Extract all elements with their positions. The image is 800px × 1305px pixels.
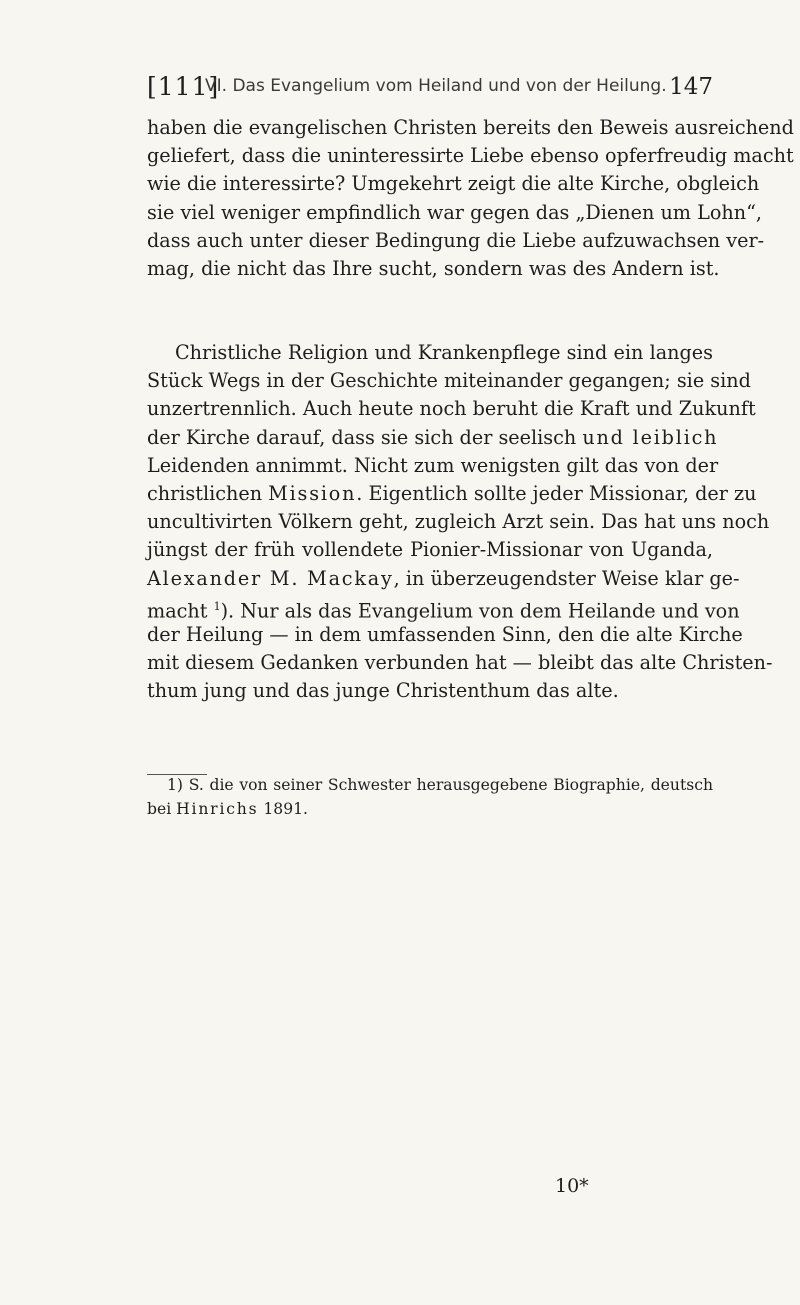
footnote-line: 1) S. die von seiner Schwester herausgegebene Biographie, deutsch	[167, 776, 713, 794]
text-line: dass auch unter dieser Bedingung die Liebe aufzuwachsen ver-	[147, 228, 765, 252]
text-line: jüngst der früh vollendete Pionier-Missionar von Uganda,	[147, 538, 713, 562]
footnote-marker: 1	[213, 599, 221, 613]
emphasis-text: Hinrichs	[176, 800, 259, 818]
text-line	[147, 593, 740, 623]
text-line: haben die evangelischen Christen bereits den Beweis ausreichend	[147, 116, 794, 139]
text-line: thum jung und das junge Christenthum das alte.	[147, 679, 619, 703]
text-run: , in überzeugendster Weise klar ge-	[393, 566, 740, 590]
text-line: wie die interessirte? Umgekehrt zeigt die alte Kirche, obgleich	[147, 172, 760, 196]
header-reference: [111]	[147, 72, 220, 101]
text-line: unzertrennlich. Auch heute noch beruht die Kraft und Zukunft	[147, 397, 756, 421]
text-run: der Kirche darauf, dass sie sich der seelisch	[147, 425, 583, 449]
header-title: VI. Das Evangelium vom Heiland und von der Heilung.	[205, 76, 667, 96]
text-run: christlichen	[147, 481, 269, 505]
text-line: Stück Wegs in der Geschichte miteinander gegangen; sie sind	[147, 369, 751, 393]
text-run: 1891.	[258, 800, 309, 818]
text-line: sie viel weniger empfindlich war gegen das „Dienen um Lohn“,	[147, 200, 763, 224]
text-line	[147, 480, 757, 508]
text-line: Christliche Religion und Krankenpflege sind ein langes	[175, 341, 713, 364]
text-run: macht	[147, 599, 214, 623]
emphasis-text: Alexander M. Mackay	[147, 566, 394, 590]
text-line: der Heilung — in dem umfassenden Sinn, den die alte Kirche	[147, 622, 743, 646]
text-line: uncultivirten Völkern geht, zugleich Arzt sein. Das hat uns noch	[147, 510, 770, 534]
page-number: 147	[669, 74, 713, 100]
text-run: ). Nur als das Evangelium von dem Heilande und von	[220, 599, 740, 623]
text-line: mag, die nicht das Ihre sucht, sondern was des Andern ist.	[147, 256, 720, 280]
text-line: mit diesem Gedanken verbunden hat — bleibt das alte Christen-	[147, 651, 773, 675]
running-header	[147, 68, 713, 108]
signature-mark: 10*	[555, 1175, 589, 1197]
footnote	[147, 773, 713, 821]
footnote-line	[147, 797, 713, 821]
text-line: geliefert, dass die uninteressirte Liebe ebenso opferfreudig macht	[147, 144, 794, 168]
paragraph-1	[147, 114, 794, 283]
paragraph-2	[147, 339, 773, 705]
text-line: Leidenden annimmt. Nicht zum wenigsten gilt das von der	[147, 453, 719, 477]
emphasis-text: Mission	[268, 481, 357, 505]
text-line	[147, 424, 719, 452]
text-line	[147, 565, 740, 593]
emphasis-text: und leiblich	[582, 425, 719, 449]
text-run: . Eigentlich sollte jeder Missionar, der zu	[356, 481, 757, 505]
text-run: bei	[147, 800, 177, 818]
